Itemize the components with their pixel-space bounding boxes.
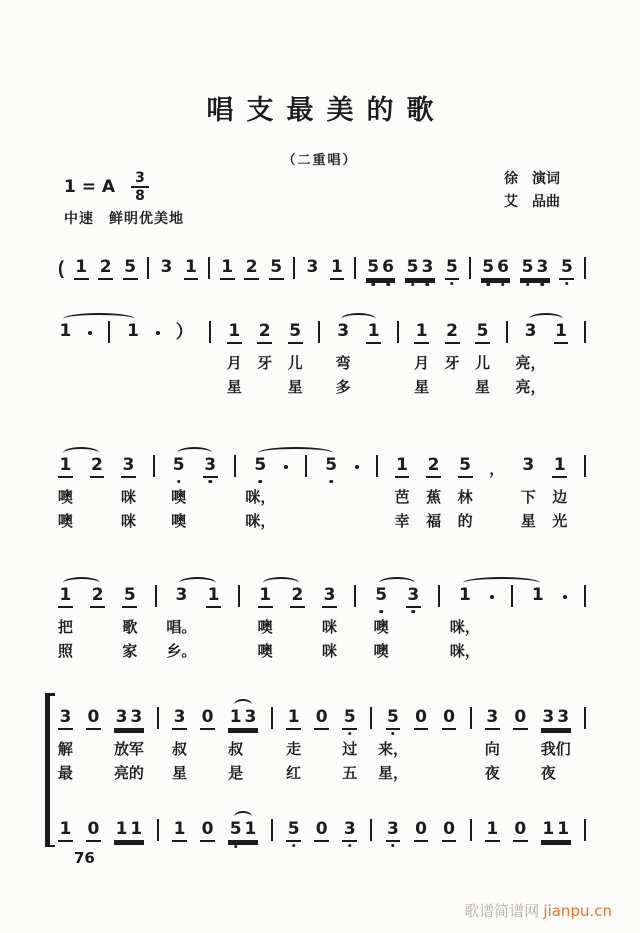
low-octave-dot (450, 282, 454, 286)
note: 3 (524, 321, 537, 341)
slur-tie-arc (258, 447, 333, 459)
low-octave-dot (541, 283, 545, 287)
rest: 0 (86, 821, 101, 842)
note: 5 (520, 259, 535, 280)
low-octave-dot (565, 282, 569, 286)
note: 1 (115, 819, 128, 839)
note: 5 (458, 457, 473, 478)
note: 5 (475, 323, 490, 344)
note: 3 (420, 259, 435, 280)
note: 3 (337, 321, 350, 341)
low-octave-dot (379, 610, 383, 614)
lyric-syllable: 最 (57, 765, 73, 782)
note: 1 (206, 587, 221, 608)
lyric-syllable: 牙 (257, 355, 273, 372)
lyric-syllable: 边 (552, 489, 568, 506)
lyric-syllable: 红 (286, 765, 302, 782)
lyric-syllable: 亮， (515, 379, 546, 396)
lyric-syllable: 放 (113, 741, 129, 758)
lyric-syllable: 军 (128, 741, 144, 758)
lyric-syllable: 唱。 (166, 619, 197, 636)
lyric-syllable: 咪， (245, 513, 276, 530)
key-and-meter (64, 170, 149, 204)
lyric-syllable: 咪 (322, 619, 338, 636)
barline (584, 257, 586, 279)
note: 2 (426, 457, 441, 478)
barline (438, 585, 440, 607)
note: 1 (229, 707, 242, 727)
slur-tie-arc (234, 811, 253, 823)
note: 2 (257, 323, 272, 344)
lyric-syllable: 家 (122, 643, 138, 660)
augmentation-dot (490, 595, 494, 599)
beam-group (405, 259, 435, 280)
lyric-syllable: 的 (457, 513, 473, 530)
lyric-syllable: 福 (426, 513, 442, 530)
note: 1 (127, 321, 139, 341)
lyric-syllable: 儿 (287, 355, 303, 372)
lyric-syllable: 夜 (540, 765, 556, 782)
note: 5 (366, 259, 381, 280)
barline (155, 585, 157, 607)
notation-row (58, 698, 586, 730)
lyric-syllable: 星 (475, 379, 491, 396)
lyric-syllable: 多 (335, 379, 351, 396)
lyric-syllable: 星 (414, 379, 430, 396)
slur-tie-arc (179, 577, 215, 589)
lyric-syllable: 月 (226, 355, 242, 372)
note: 5 (288, 323, 303, 344)
barline (271, 707, 273, 729)
barline (584, 707, 586, 729)
barline (354, 257, 356, 279)
note: 3 (115, 707, 128, 727)
lyric-syllable: 噢 (171, 513, 187, 530)
lyric-syllable: 噢 (257, 643, 273, 660)
lyric-syllable: 星， (377, 765, 408, 782)
lyric-syllable: 幸 (394, 513, 410, 530)
note: 3 (522, 455, 535, 475)
note: 5 (324, 457, 339, 478)
barline (584, 585, 586, 607)
note: 3 (386, 821, 401, 842)
lyric-syllable: 们 (555, 741, 571, 758)
lyric-syllable: 亮， (515, 355, 546, 372)
note: 1 (485, 821, 500, 842)
slur-tie-arc (234, 699, 253, 711)
note: 5 (481, 259, 496, 280)
beam-group (520, 259, 550, 280)
rest: 0 (200, 821, 215, 842)
note: 1 (557, 819, 570, 839)
augmentation-dot (355, 465, 359, 469)
barline (209, 321, 211, 343)
low-octave-dot (411, 283, 415, 287)
barline (506, 321, 508, 343)
barline (354, 585, 356, 607)
note: 1 (172, 821, 187, 842)
note: 1 (366, 323, 381, 344)
beam-group (366, 259, 396, 280)
lyric-syllable: 夜 (484, 765, 500, 782)
augmentation-dot (156, 331, 160, 335)
lyric-syllable: 向 (484, 741, 500, 758)
note: 3 (306, 257, 319, 277)
note: 1 (552, 457, 567, 478)
slur-tie-arc (63, 577, 99, 589)
barline (208, 257, 210, 279)
slur-tie-arc (463, 577, 540, 589)
beam-group (228, 821, 258, 842)
note: 5 (386, 709, 401, 730)
site-watermark (464, 900, 612, 921)
lyric-syllable: 月 (414, 355, 430, 372)
lyric-syllable: 弯 (335, 355, 351, 372)
note: 5 (286, 821, 301, 842)
note: 1 (220, 259, 235, 280)
lyric-syllable: 咪， (449, 619, 480, 636)
barline (293, 257, 295, 279)
breath-comma: ， (489, 461, 505, 478)
music-system-5-duet (58, 698, 586, 853)
beam-group (541, 709, 571, 730)
note: 3 (175, 585, 188, 605)
composer-credit: 艾 品曲 (504, 193, 560, 210)
lyric-syllable: 噢 (257, 619, 273, 636)
lyric-syllable: 叔 (228, 741, 244, 758)
note: 3 (557, 707, 570, 727)
note: 5 (171, 457, 186, 478)
rest: 0 (414, 709, 429, 730)
low-octave-dot (501, 283, 505, 287)
note: 1 (130, 819, 143, 839)
barline (469, 257, 471, 279)
lyric-syllable: 芭 (394, 489, 410, 506)
watermark-site-name: 歌谱简谱网 (464, 903, 540, 920)
lyric-syllable: 光 (552, 513, 568, 530)
note: 1 (258, 587, 273, 608)
note: 3 (244, 707, 257, 727)
time-signature (131, 170, 149, 204)
beam-group (481, 259, 511, 280)
rest: 0 (513, 821, 528, 842)
low-octave-dot (292, 844, 296, 848)
parenthesis: ） (175, 322, 194, 342)
augmentation-dot (88, 331, 92, 335)
note: 1 (554, 323, 569, 344)
note: 5 (405, 259, 420, 280)
slur-tie-arc (263, 577, 299, 589)
note: 5 (559, 259, 574, 280)
note: 5 (228, 821, 243, 842)
note: 3 (203, 457, 218, 478)
barline (238, 585, 240, 607)
slur-tie-arc (177, 447, 213, 459)
lyric-syllable: 噢 (373, 619, 389, 636)
lyric-syllable: 噢 (373, 643, 389, 660)
barline (153, 455, 155, 477)
tempo-marking: 中速 鲜明优美地 (64, 210, 184, 226)
low-octave-dot (526, 283, 530, 287)
notation-row (58, 248, 586, 280)
lyric-syllable: 星 (287, 379, 303, 396)
lyric-syllable: 下 (520, 489, 536, 506)
song-subtitle: （二重唱） (282, 152, 358, 167)
lyric-syllable: 星 (172, 765, 188, 782)
barline (157, 819, 159, 841)
watermark-domain: jianpu.cn (543, 902, 612, 920)
note: 1 (395, 457, 410, 478)
note: 3 (58, 709, 73, 730)
barline (470, 819, 472, 841)
note: 1 (59, 321, 72, 341)
note: 3 (121, 457, 136, 478)
rest: 0 (200, 709, 215, 730)
barline (470, 707, 472, 729)
slur-tie-arc (63, 313, 135, 325)
note: 3 (322, 587, 337, 608)
note: 1 (58, 587, 73, 608)
low-octave-dot (234, 845, 238, 849)
barline (234, 455, 236, 477)
barline (376, 455, 378, 477)
note: 1 (542, 819, 555, 839)
low-octave-dot (371, 283, 375, 287)
parenthesis: ( (58, 258, 64, 278)
lyric-syllable: 来， (377, 741, 408, 758)
low-octave-dot (348, 732, 352, 736)
augmentation-dot (284, 465, 288, 469)
lyric-syllable: 咪， (449, 643, 480, 660)
lyric-syllable: 乡。 (166, 643, 197, 660)
note: 5 (374, 587, 389, 608)
lyric-syllable: 咪 (120, 489, 136, 506)
lyric-syllable: 牙 (444, 355, 460, 372)
lyric-syllable: 噢 (57, 513, 73, 530)
low-octave-dot (391, 732, 395, 736)
low-octave-dot (208, 480, 212, 484)
note: 1 (458, 585, 471, 605)
key-signature: 1 = A (64, 177, 116, 198)
lyric-syllable: 歌 (122, 619, 138, 636)
low-octave-dot (486, 283, 490, 287)
notation-row (58, 810, 586, 842)
note: 3 (485, 709, 500, 730)
lyric-syllable: 蕉 (426, 489, 442, 506)
music-system-2 (58, 312, 586, 412)
barline (157, 707, 159, 729)
low-octave-dot (426, 283, 430, 287)
note: 5 (123, 259, 138, 280)
barline (397, 321, 399, 343)
barline (370, 819, 372, 841)
system-bracket (45, 693, 50, 847)
note: 3 (406, 587, 421, 608)
lyric-syllable: 星 (520, 513, 536, 530)
lyric-syllable: 林 (457, 489, 473, 506)
music-system-3 (58, 446, 586, 546)
note: 1 (286, 709, 301, 730)
note: 5 (253, 457, 268, 478)
rest: 0 (314, 821, 329, 842)
note: 1 (184, 259, 199, 280)
note: 5 (342, 709, 357, 730)
lyric-syllable: 过 (342, 741, 358, 758)
lyric-syllable: 咪， (245, 489, 276, 506)
note: 3 (535, 259, 550, 280)
lyric-syllable: 噢 (57, 489, 73, 506)
note: 5 (122, 587, 137, 608)
lyric-syllable: 走 (286, 741, 302, 758)
note: 2 (98, 259, 113, 280)
note: 6 (496, 259, 511, 280)
slur-tie-arc (63, 447, 99, 459)
note: 3 (130, 707, 143, 727)
music-system-4 (58, 576, 586, 676)
note: 1 (227, 323, 242, 344)
low-octave-dot (386, 283, 390, 287)
beam-group (114, 709, 144, 730)
lyric-syllable: 五 (342, 765, 358, 782)
beam-group (228, 709, 258, 730)
barline (584, 819, 586, 841)
rest: 0 (442, 709, 457, 730)
barline (584, 455, 586, 477)
notation-row (58, 312, 586, 344)
low-octave-dot (329, 480, 333, 484)
low-octave-dot (177, 480, 181, 484)
lyric-syllable: 亮 (113, 765, 129, 782)
beam-group (541, 821, 571, 842)
lyric-syllable: 我 (540, 741, 556, 758)
rest: 0 (442, 821, 457, 842)
note: 1 (58, 821, 73, 842)
note: 2 (290, 587, 305, 608)
note: 3 (542, 707, 555, 727)
note: 2 (90, 457, 105, 478)
note: 2 (445, 323, 460, 344)
slur-tie-arc (529, 313, 563, 325)
low-octave-dot (412, 610, 416, 614)
song-title: 唱支最美的歌 (206, 95, 447, 125)
page-number: 76 (74, 849, 95, 867)
music-system-1 (58, 248, 586, 308)
note: 1 (74, 259, 89, 280)
barline (584, 321, 586, 343)
slur-tie-arc (341, 313, 375, 325)
note: 6 (381, 259, 396, 280)
note: 1 (330, 259, 345, 280)
lyric-syllable: 咪 (322, 643, 338, 660)
lyric-syllable: 噢 (171, 489, 187, 506)
note: 3 (342, 821, 357, 842)
note: 3 (172, 709, 187, 730)
lyricist-credit: 徐 演词 (504, 170, 560, 186)
lyric-syllable: 的 (128, 765, 144, 782)
low-octave-dot (348, 844, 352, 848)
rest: 0 (414, 821, 429, 842)
lyric-syllable: 星 (226, 379, 242, 396)
note: 2 (244, 259, 259, 280)
low-octave-dot (259, 480, 263, 484)
credits (504, 167, 560, 213)
note: 1 (414, 323, 429, 344)
augmentation-dot (563, 595, 567, 599)
note: 2 (90, 587, 105, 608)
lyric-syllable: 解 (57, 741, 73, 758)
rest: 0 (314, 709, 329, 730)
note: 5 (445, 259, 460, 280)
lyric-syllable: 叔 (172, 741, 188, 758)
barline (318, 321, 320, 343)
note: 1 (58, 457, 73, 478)
lyric-syllable: 把 (57, 619, 73, 636)
note: 3 (160, 257, 173, 277)
time-signature-denominator: 8 (131, 186, 149, 204)
note: 5 (269, 259, 284, 280)
lyric-syllable: 照 (57, 643, 73, 660)
note: 1 (531, 585, 544, 605)
barline (271, 819, 273, 841)
barline (370, 707, 372, 729)
rest: 0 (513, 709, 528, 730)
slur-tie-arc (379, 577, 415, 589)
time-signature-numerator: 3 (135, 170, 145, 186)
beam-group (114, 821, 144, 842)
lyric-syllable: 是 (228, 765, 244, 782)
lyric-syllable: 儿 (475, 355, 491, 372)
lyric-syllable: 咪 (120, 513, 136, 530)
note: 1 (244, 819, 257, 839)
rest: 0 (86, 709, 101, 730)
barline (147, 257, 149, 279)
low-octave-dot (391, 844, 395, 848)
